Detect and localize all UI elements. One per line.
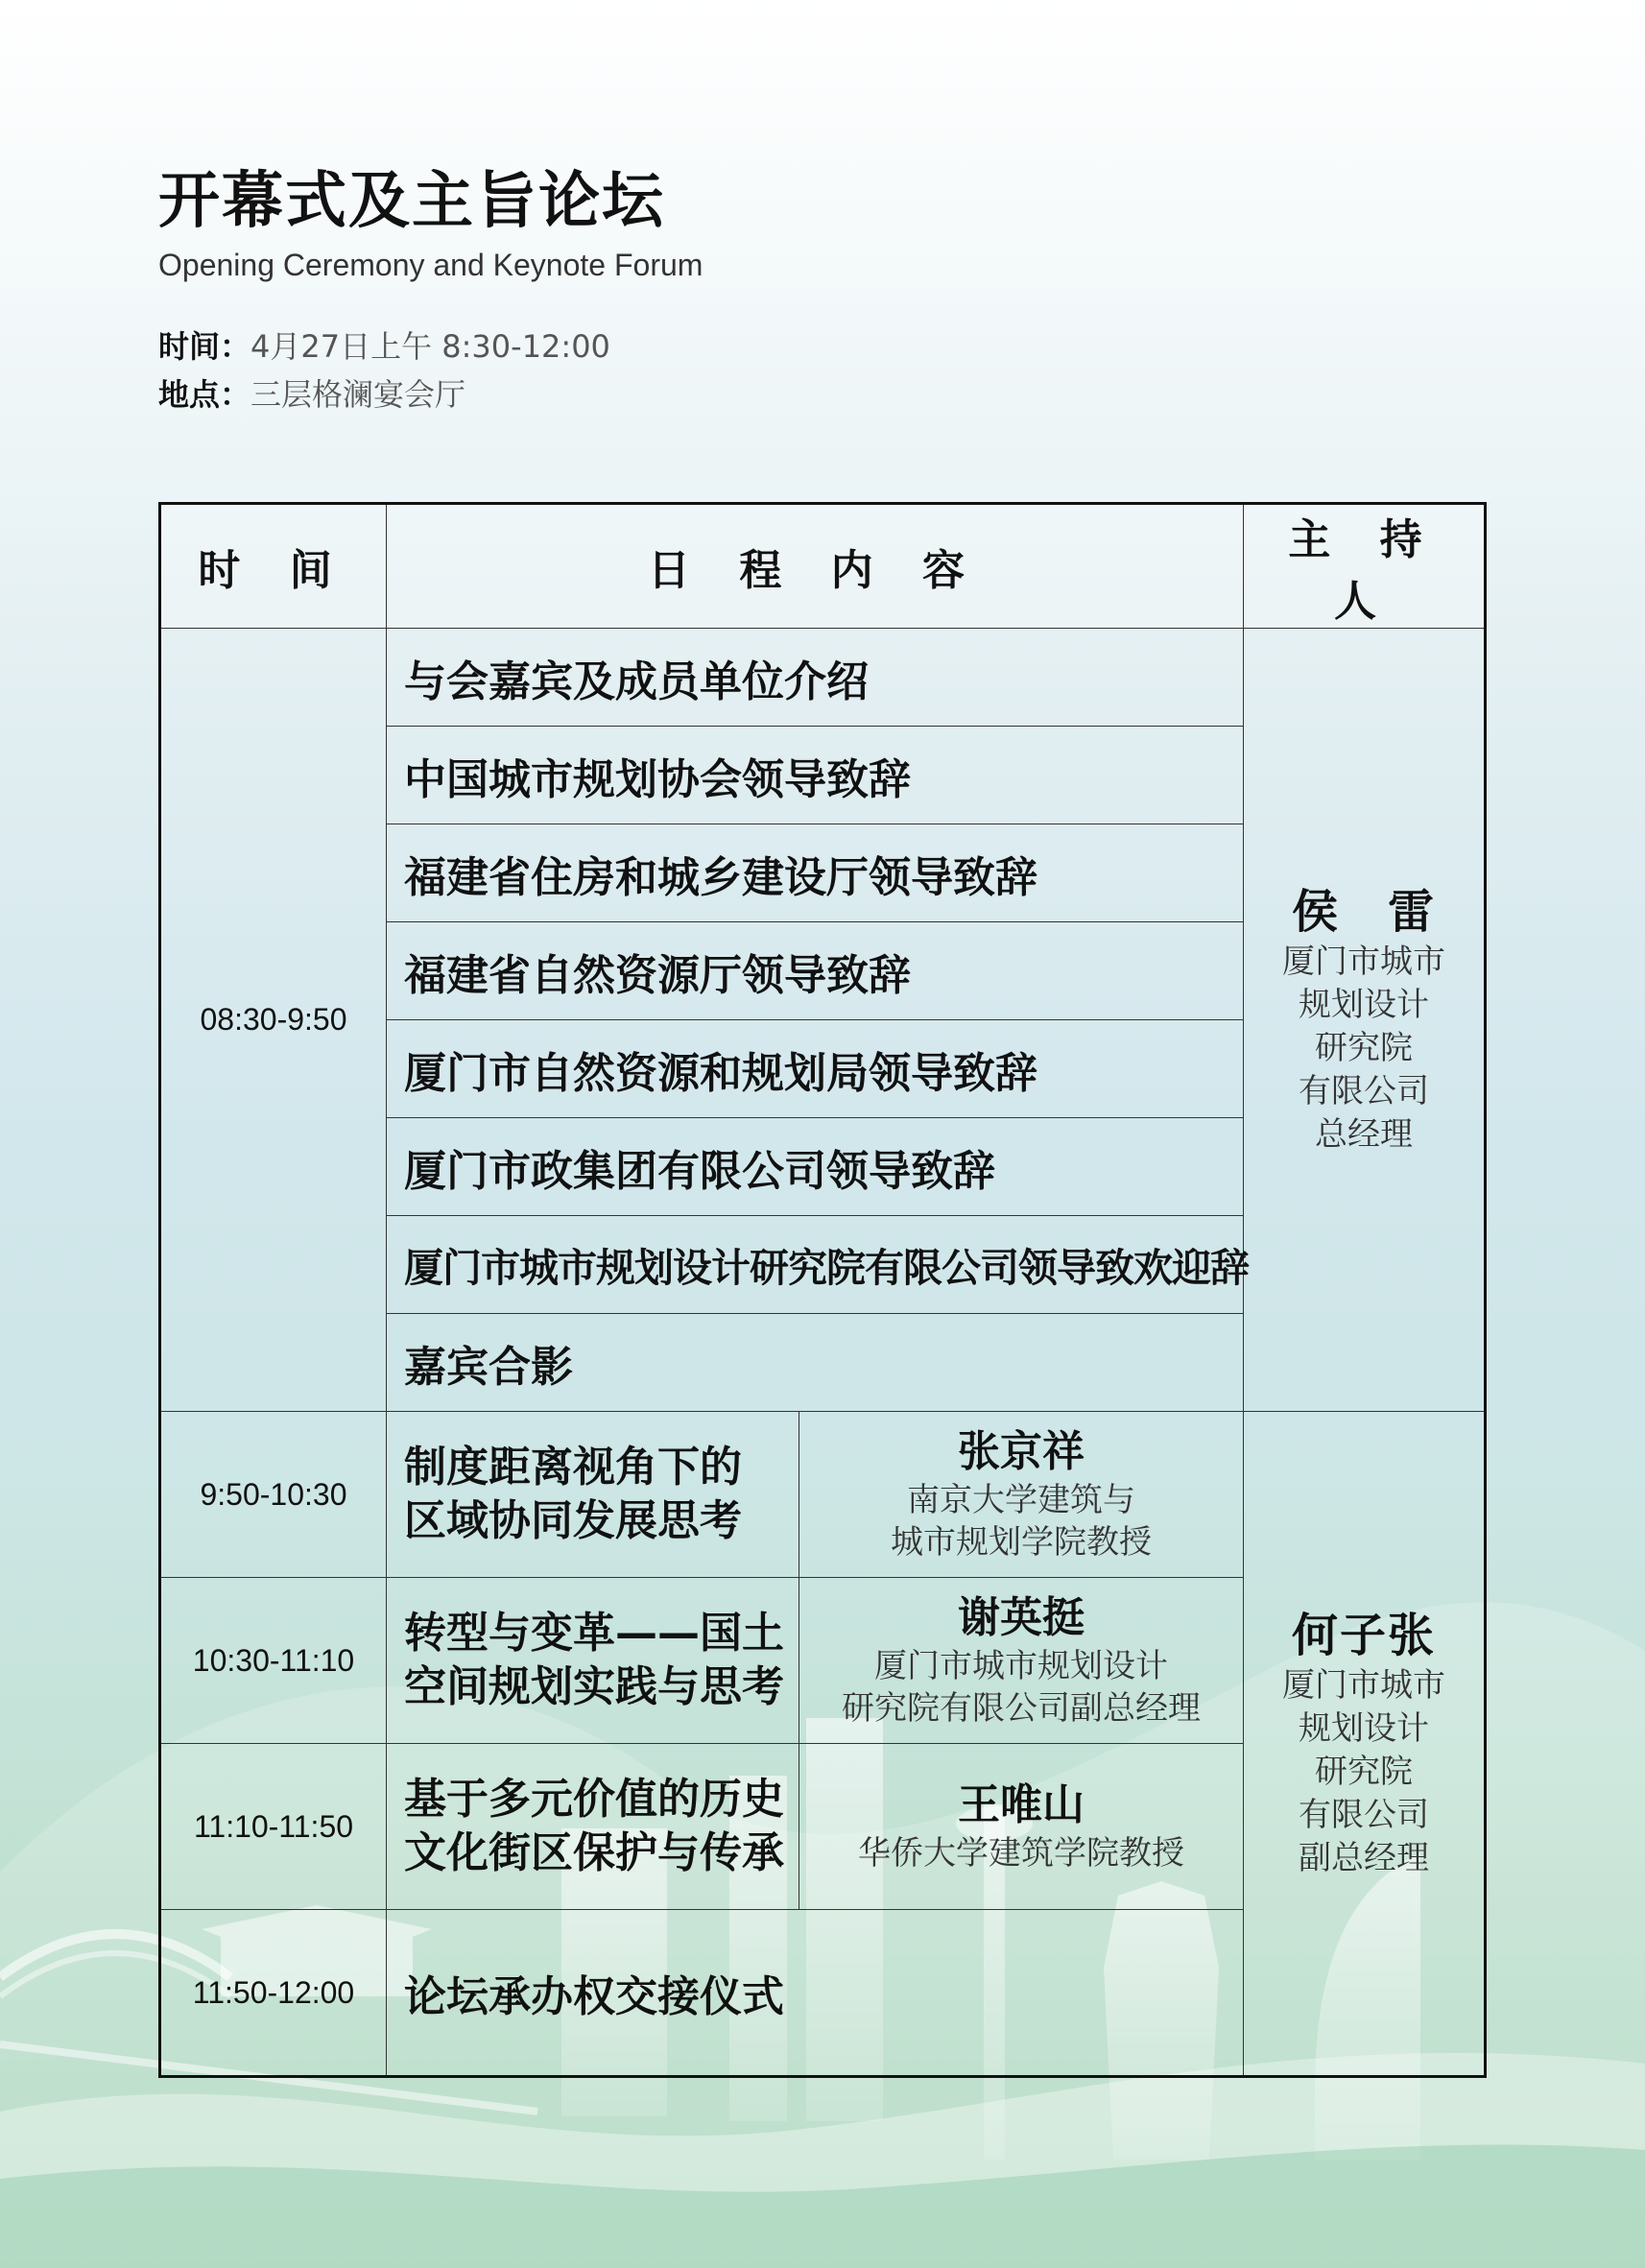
host-title-line: 厦门市城市 bbox=[1282, 1666, 1445, 1705]
topic-line: 转型与变革——国土 bbox=[404, 1609, 784, 1658]
speaker-name: 谢英挺 bbox=[958, 1593, 1085, 1642]
time-value: 4月27日上午 8:30-12:00 bbox=[250, 328, 610, 365]
host-title-line: 规划设计 bbox=[1299, 1709, 1429, 1748]
colon: ： bbox=[220, 328, 251, 365]
header-agenda: 日 程 内 容 bbox=[387, 504, 1244, 629]
agenda-item: 厦门市城市规划设计研究院有限公司领导致欢迎辞 bbox=[387, 1216, 1244, 1314]
colon: ： bbox=[220, 376, 251, 413]
agenda-item: 厦门市自然资源和规划局领导致辞 bbox=[387, 1020, 1244, 1118]
agenda-item: 与会嘉宾及成员单位介绍 bbox=[387, 629, 1244, 727]
event-meta bbox=[158, 322, 703, 418]
talk-topic bbox=[387, 1412, 799, 1578]
closing-item: 论坛承办权交接仪式 bbox=[387, 1910, 1244, 2077]
header bbox=[158, 163, 703, 418]
host-title-line: 研究院 bbox=[1315, 1029, 1413, 1067]
table-row bbox=[160, 1412, 1486, 1578]
header-time: 时 间 bbox=[160, 504, 387, 629]
opening-time: 08:30-9:50 bbox=[160, 629, 387, 1412]
host-title-line: 总经理 bbox=[1315, 1115, 1413, 1154]
speaker-affiliation: 研究院有限公司副总经理 bbox=[842, 1689, 1201, 1728]
speaker-affiliation: 南京大学建筑与 bbox=[907, 1481, 1135, 1519]
host-title-line: 副总经理 bbox=[1299, 1839, 1429, 1877]
agenda-item: 厦门市政集团有限公司领导致辞 bbox=[387, 1118, 1244, 1216]
page-title: 开幕式及主旨论坛 bbox=[158, 166, 665, 237]
speaker-affiliation: 城市规划学院教授 bbox=[891, 1523, 1152, 1562]
agenda-item: 福建省自然资源厅领导致辞 bbox=[387, 922, 1244, 1020]
time-line bbox=[158, 322, 703, 370]
agenda-item: 嘉宾合影 bbox=[387, 1314, 1244, 1412]
speaker-affiliation: 厦门市城市规划设计 bbox=[874, 1647, 1168, 1685]
table-header-row bbox=[160, 504, 1486, 629]
topic-line: 制度距离视角下的 bbox=[404, 1443, 742, 1492]
place-value: 三层格澜宴会厅 bbox=[250, 376, 466, 413]
topic-line: 基于多元价值的历史 bbox=[404, 1775, 784, 1824]
closing-time: 11:50-12:00 bbox=[160, 1910, 387, 2077]
talk-speaker bbox=[799, 1578, 1244, 1744]
talk-topic bbox=[387, 1578, 799, 1744]
place-line bbox=[158, 370, 703, 418]
talk-speaker bbox=[799, 1744, 1244, 1910]
topic-line: 文化街区保护与传承 bbox=[404, 1828, 784, 1877]
opening-host bbox=[1244, 629, 1486, 1412]
topic-line: 空间规划实践与思考 bbox=[404, 1662, 784, 1711]
host-title-line: 厦门市城市 bbox=[1282, 943, 1445, 981]
page-subtitle: Opening Ceremony and Keynote Forum bbox=[158, 248, 703, 282]
talk-speaker bbox=[799, 1412, 1244, 1578]
topic-line: 区域协同发展思考 bbox=[404, 1496, 742, 1545]
speaker-name: 张京祥 bbox=[958, 1427, 1085, 1476]
table-row bbox=[160, 629, 1486, 727]
talk-time: 10:30-11:10 bbox=[160, 1578, 387, 1744]
host-title-line: 研究院 bbox=[1315, 1753, 1413, 1791]
host-title-line: 规划设计 bbox=[1299, 986, 1429, 1024]
schedule-table bbox=[158, 502, 1487, 2078]
host-title-line: 有限公司 bbox=[1299, 1072, 1429, 1110]
host-title-line: 有限公司 bbox=[1299, 1796, 1429, 1834]
place-key: 地点 bbox=[158, 376, 221, 413]
talk-topic bbox=[387, 1744, 799, 1910]
talks-host bbox=[1244, 1412, 1486, 2077]
talk-time: 9:50-10:30 bbox=[160, 1412, 387, 1578]
header-host: 主 持 人 bbox=[1244, 504, 1486, 629]
speaker-affiliation: 华侨大学建筑学院教授 bbox=[858, 1834, 1184, 1873]
agenda-item: 中国城市规划协会领导致辞 bbox=[387, 727, 1244, 824]
speaker-name: 王唯山 bbox=[958, 1780, 1085, 1829]
host-name: 侯 雷 bbox=[1291, 885, 1436, 939]
time-key: 时间 bbox=[158, 328, 221, 365]
host-name: 何子张 bbox=[1291, 1609, 1436, 1662]
agenda-item: 福建省住房和城乡建设厅领导致辞 bbox=[387, 824, 1244, 922]
talk-time: 11:10-11:50 bbox=[160, 1744, 387, 1910]
